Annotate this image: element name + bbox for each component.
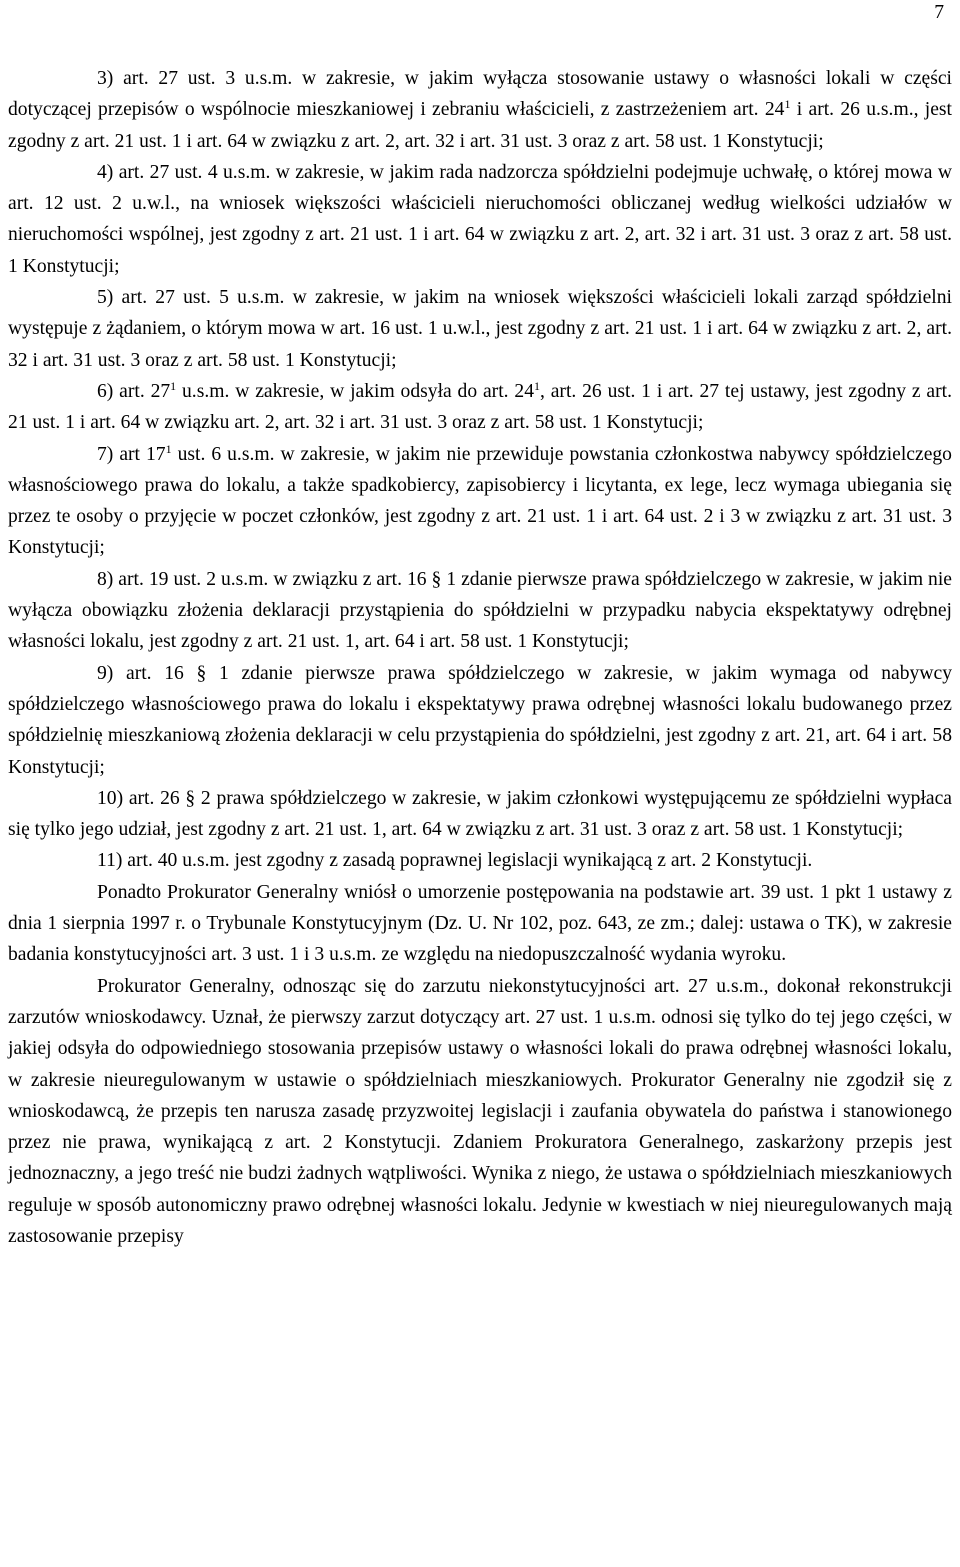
paragraph-text: 1 zdanie pierwsze prawa spółdzielczego w zakresie, w jakim wymaga od nabywcy spółdzielczego własnościowego prawa do lokalu i ekspektatywy prawa odrębnej własności lokalu budowanego przez spółdzielnię mieszkaniową złożenia deklaracji w celu przystąpienia do spółdzielni, jest zgodny z art. 21, art. 64 i art. 58 Konstytucji; [8, 662, 952, 778]
paragraph-item-9 [8, 658, 952, 783]
paragraph-item-4 [8, 157, 952, 282]
page-number: 7 [934, 2, 944, 23]
paragraph-text: u.s.m. w zakresie, w jakim odsyła do art. 24 [176, 380, 534, 402]
paragraph-item-8 [8, 564, 952, 658]
paragraph-text: 3) art. 27 ust. 3 u.s.m. w zakresie, w jakim wyłącza stosowanie ustawy o własności lokali w części dotyczącej przepisów o wspólnocie mieszkaniowej i zebraniu właścicieli, z zastrzeżeniem art. 24 [8, 68, 952, 121]
paragraph-item-5 [8, 282, 952, 376]
paragraph-text: 7) art 17 [97, 443, 166, 465]
section-sign: § [431, 568, 442, 590]
section-sign: § [185, 787, 196, 809]
document-body [8, 63, 952, 1252]
paragraph-text: , art. 26 ust. 1 i art. 27 tej ustawy, jest zgodny z art. 21 ust. 1 i art. 64 w związku art. 2, art. 32 i art. 31 ust. 3 oraz z art. 58 ust. 1 Konstytucji; [8, 380, 952, 434]
paragraph-prosecutor-analysis [8, 971, 952, 1253]
paragraph-item-11 [8, 845, 952, 876]
paragraph-text: 4) art. 27 ust. 4 u.s.m. w zakresie, w jakim rada nadzorcza spółdzielni podejmuje uchwałę, o której mowa w art. 12 ust. 2 u.w.l., na wniosek większości właścicieli nieruchomości obliczanej według wielkości udziałów w nieruchomości wspólnej, jest zgodny z art. 21 ust. 1 i art. 64 w związku z art. 2, art. 32 i art. 31 ust. 3 oraz z art. 58 ust. 1 Konstytucji; [8, 161, 952, 277]
superscript: 1 [784, 97, 791, 112]
paragraph-text: 1 zdanie pierwsze prawa spółdzielczego w zakresie, w jakim nie wyłącza obowiązku złożenia deklaracji przystąpienia do spółdzielni w przypadku nabycia ekspektatywy odrębnej własności lokalu, jest zgodny z art. 21 ust. 1, art. 64 i art. 58 ust. 1 Konstytucji; [8, 568, 952, 653]
paragraph-item-7 [8, 439, 952, 564]
paragraph-item-10 [8, 783, 952, 846]
paragraph-text: i art. 26 u.s.m., jest zgodny z art. 21 ust. 1 i art. 64 w związku z art. 2, art. 32 i art. 31 ust. 3 oraz z art. 58 ust. 1 Konstytucji; [8, 99, 953, 152]
paragraph-text: 2 prawa spółdzielczego w zakresie, w jakim członkowi występującemu ze spółdzielni wypłaca się tylko jego udział, jest zgodny z art. 21 ust. 1, art. 64 w związku z art. 31 ust. 3 oraz z art. 58 ust. 1 Konstytucji; [8, 787, 952, 841]
paragraph-text: 10) art. 26 [97, 787, 186, 809]
paragraph-item-6 [8, 376, 952, 439]
superscript: 1 [534, 378, 540, 393]
superscript: 1 [165, 441, 172, 456]
superscript: 1 [170, 378, 177, 393]
paragraph-text: ust. 6 u.s.m. w zakresie, w jakim nie przewiduje powstania członkostwa nabywcy spółdzielczego własnościowego prawa do lokalu, a także spadkobiercy, zapisobiercy i licytanta, ex lege, lecz wymaga ubiegania się przez te osoby o przyjęcie w poczet członków, jest zgodny z art. 21 ust. 1 i art. 64 ust. 2 i 3 w związku z art. 31 ust. 3 Konstytucji; [8, 443, 952, 559]
section-sign: § [196, 662, 207, 684]
paragraph-text: 9) art. 16 [97, 662, 197, 684]
paragraph-text: Prokurator Generalny, odnosząc się do zarzutu niekonstytucyjności art. 27 u.s.m., dokonał rekonstrukcji zarzutów wnioskodawcy. Uznał, że pierwszy zarzut dotyczący art. 27 ust. 1 u.s.m. odnosi się tylko do tej jego części, w jakiej odsyła do odpowiedniego stosowania przepisów ustawy o własności lokali do prawa odrębnej własności lokalu, w zakresie nieuregulowanym w ustawie o spółdzielniach mieszkaniowych. Prokurator Generalny nie zgodził się z wnioskodawcą, że przepis ten narusza zasadę przyzwoitej legislacji i zaufania obywatela do państwa i stanowionego przez nie prawa, wynikającą z art. 2 Konstytucji. Zdaniem Prokuratora Generalnego, zaskarżony przepis jest jednoznaczny, a jego treść nie budzi żadnych wątpliwości. Wynika z niego, że ustawa o spółdzielniach mieszkaniowych reguluje w sposób autonomiczny prawo odrębnej własności lokalu. Jedynie w kwestiach w niej nieuregulowanych mają zastosowanie przepisy [8, 975, 952, 1247]
paragraph-text: 8) art. 19 ust. 2 u.s.m. w związku z art. 16 [97, 568, 432, 590]
paragraph-text: Ponadto Prokurator Generalny wniósł o umorzenie postępowania na podstawie art. 39 ust. 1 pkt 1 ustawy z dnia 1 sierpnia 1997 r. o Trybunale Konstytucyjnym (Dz. U. Nr 102, poz. 643, ze zm.; dalej: ustawa o TK), w zakresie badania konstytucyjności art. 3 ust. 1 i 3 u.s.m. ze względu na niedopuszczalność wydania wyroku. [8, 881, 952, 966]
paragraph-item-3 [8, 63, 952, 157]
paragraph-text: 11) art. 40 u.s.m. jest zgodny z zasadą poprawnej legislacji wynikającą z art. 2 Konstytucji. [97, 850, 813, 872]
paragraph-text: 5) art. 27 ust. 5 u.s.m. w zakresie, w jakim na wniosek większości właścicieli lokali zarząd spółdzielni występuje z żądaniem, o którym mowa w art. 16 ust. 1 u.w.l., jest zgodny z art. 21 ust. 1 i art. 64 w związku z art. 2, art. 32 i art. 31 ust. 3 oraz z art. 58 ust. 1 Konstytucji; [8, 287, 952, 371]
paragraph-discontinuance-motion [8, 877, 952, 971]
paragraph-text: 6) art. 27 [97, 380, 171, 402]
